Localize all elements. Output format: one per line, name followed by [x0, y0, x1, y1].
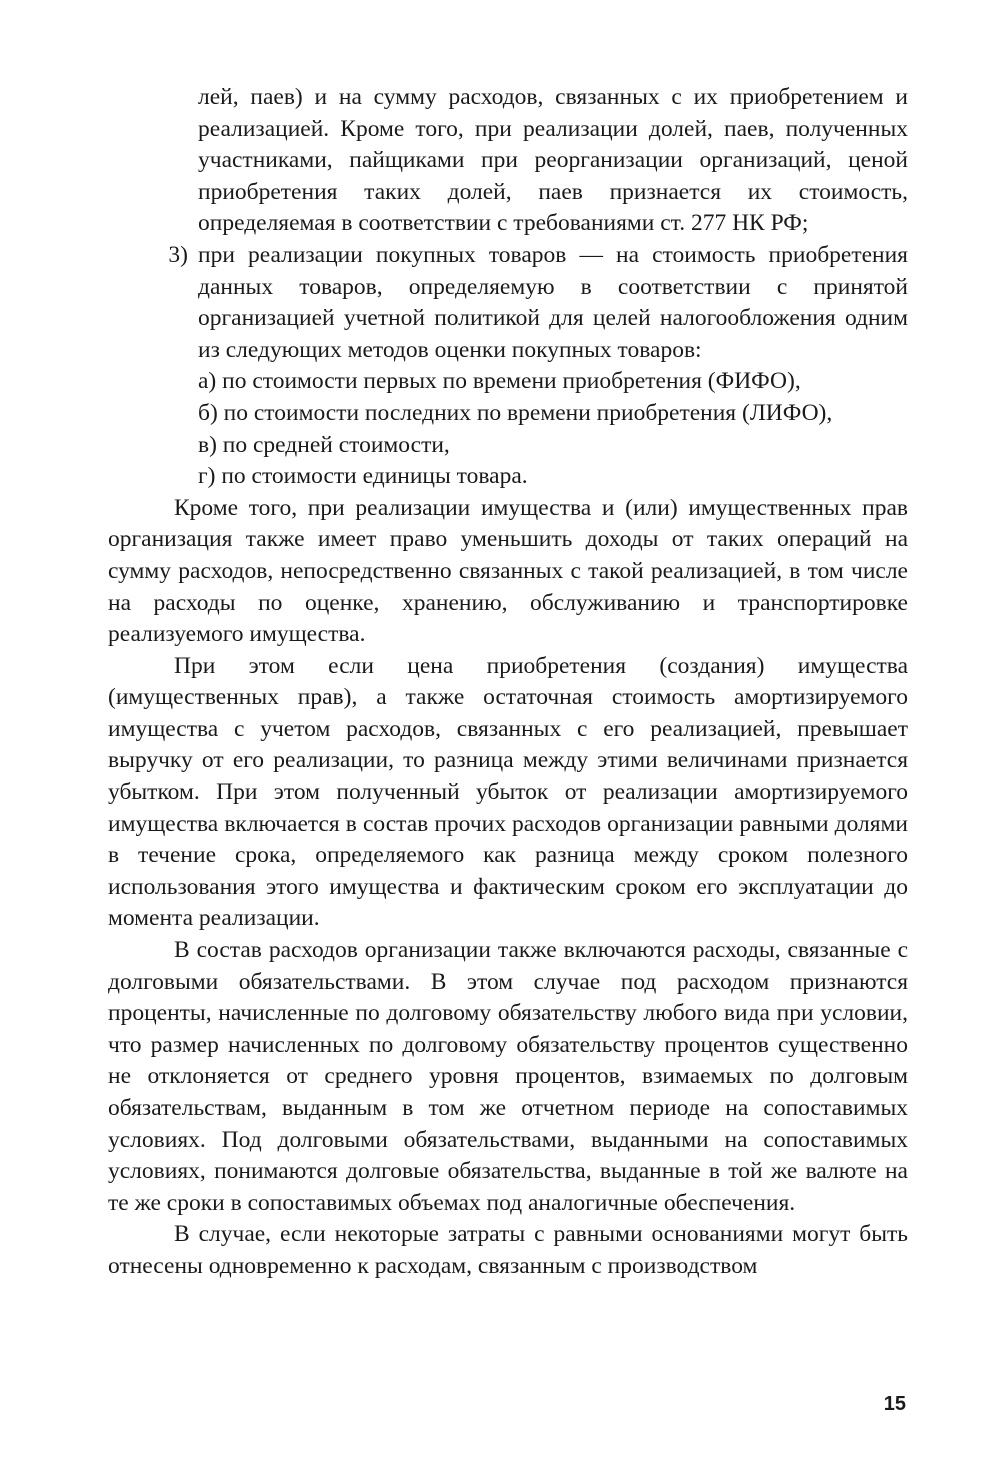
- subitem-d: г) по стоимости единицы товара.: [198, 463, 528, 490]
- list-item-text: при реализации покупных товаров — на стоимость приобретения данных товаров, определяемую в соответствии с принятой организацией учетной политикой для целей налогообложения одним из следующих методов оценки покупных товаров:: [198, 241, 908, 363]
- page-body: [108, 82, 908, 1283]
- list-item-3: [108, 240, 908, 366]
- page-number: 15: [883, 1393, 906, 1415]
- paragraph-1: Кроме того, при реализации имущества и (или) имущественных прав организация также имеет право уменьшить доходы от таких операций на сумму расходов, непосредственно связанных с такой реализацией, в том числе на расходы по оценке, хранению, обслуживанию и транспортировке реализуемого имущества.: [108, 494, 908, 648]
- subitem-c: в) по средней стоимости,: [198, 431, 450, 458]
- subitem-a: а) по стоимости первых по времени приобретения (ФИФО),: [198, 368, 801, 395]
- paragraph-4: В случае, если некоторые затраты с равными основаниями могут быть отнесены одновременно к расходам, связанным с производством: [108, 1221, 908, 1279]
- list-item-number: 3): [168, 241, 188, 268]
- subitem-b: б) по стоимости последних по времени приобретения (ЛИФО),: [198, 399, 833, 426]
- paragraph-3: В состав расходов организации также включаются расходы, связанные с долговыми обязательствами. В этом случае под расходом признаются проценты, начисленные по долговому обязательству любого вида при условии, что размер начисленных по долговому обязательству процентов существенно не отклоняется от среднего уровня процентов, взимаемых по долговым обязательствам, выданным в том же отчетном периоде на сопоставимых условиях. Под долговыми обязательствами, выданными на сопоставимых условиях, понимаются долговые обязательства, выданные в той же валюте на те же сроки в сопоставимых объемах под аналогичные обеспечения.: [108, 937, 908, 1216]
- paragraph-2: При этом если цена приобретения (создания) имущества (имущественных прав), а также остаточная стоимость амортизируемого имущества с учетом расходов, связанных с его реализацией, превышает выручку от его реализации, то разница между этими величинами признается убытком. При этом полученный убыток от реализации амортизируемого имущества включается в состав прочих расходов организации равными долями в течение срока, определяемого как разница между сроком полезного использования этого имущества и фактическим сроком его эксплуатации до момента реализации.: [108, 652, 908, 932]
- list-item-continuation: лей, паев) и на сумму расходов, связанных с их приобретением и реализацией. Кроме того, при реализации долей, паев, полученных участниками, пайщиками при реорганизации организаций, ценой приобретения таких долей, паев признается их стоимость, определяемая в соответствии с требованиями ст. 277 НК РФ;: [198, 84, 908, 237]
